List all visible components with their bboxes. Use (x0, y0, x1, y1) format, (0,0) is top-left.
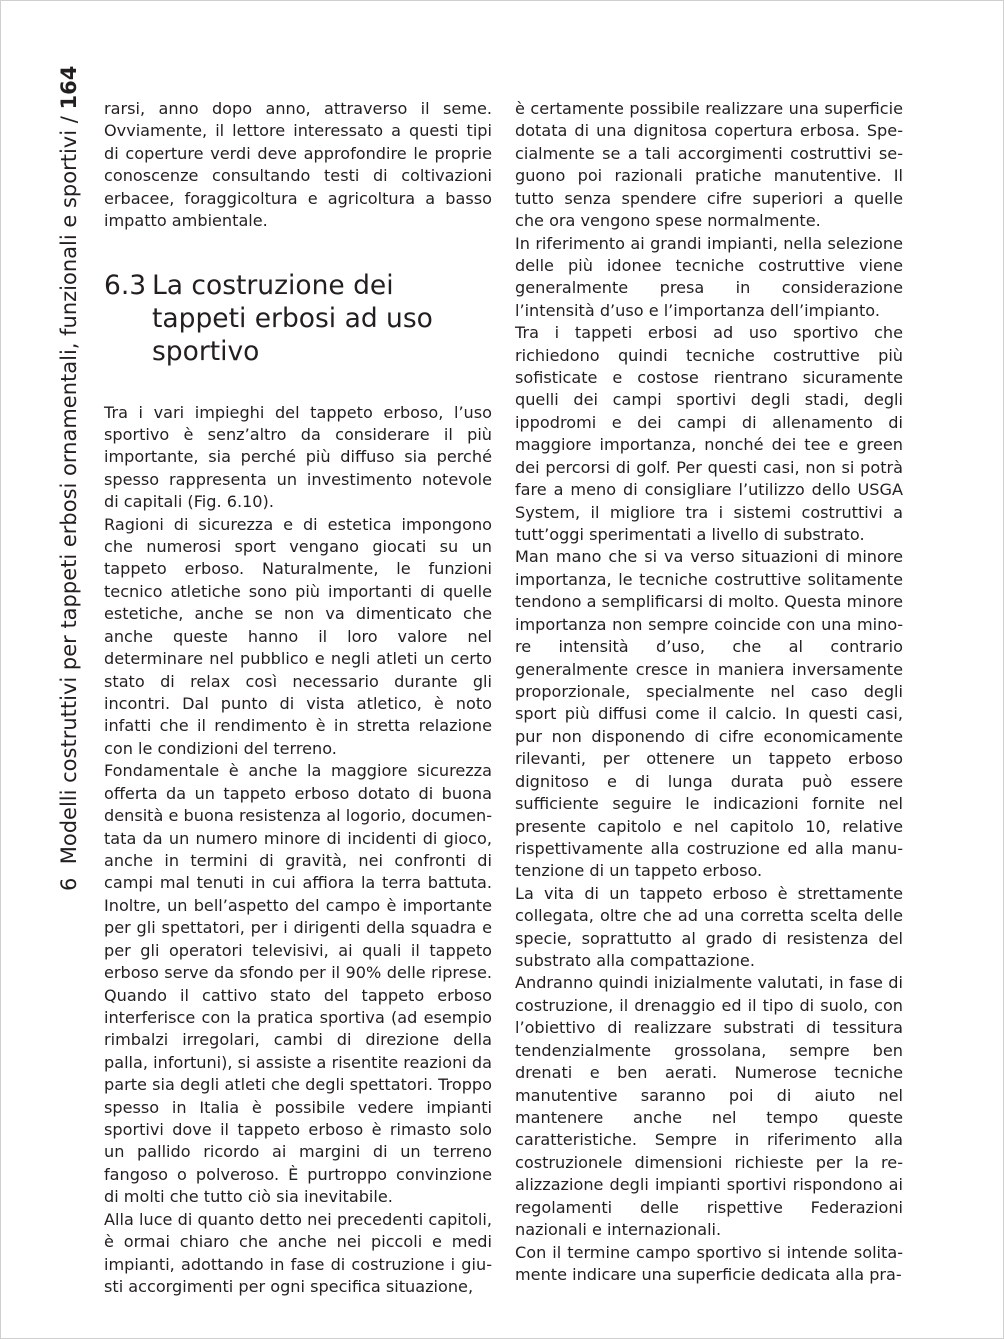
paragraph: Alla luce di quanto detto nei precedenti capitoli, è ormai chiaro che anche nei piccoli e medi impianti, adottando in fase di costruzione i giusti accorgimenti per ogni specifica situazione, (104, 1209, 492, 1296)
section-title: La costruzione dei tappeti erbosi ad uso sportivo (152, 269, 433, 367)
section-heading (104, 269, 492, 368)
paragraph: Con il termine campo sportivo si intende solitamente indicare una superficie dedicata alla pra- (515, 1242, 903, 1284)
paragraph: Tra i vari impieghi del tappeto erboso, l’uso sportivo è senz’altro da considerare il più importante, sia perché più diffuso sia perché spesso rappresenta un investimento notevole di capitali (Fig. 6.10). (104, 402, 492, 512)
paragraph: Ragioni di sicurezza e di estetica impongono che numerosi sport vengano giocati su un tappeto erboso. Naturalmente, le funzioni tecnico atletiche sono più importanti di quelle estetiche, anche se non va dimenticato che anche queste hanno il loro valore nel determinare nel pubblico e negli atleti un certo stato di relax così necessario durante gli incontri. Dal punto di vista atletico, è noto infatti che il rendimento è in stretta relazione con le condizioni del terreno. (104, 514, 492, 758)
paragraph: Andranno quindi inizialmente valutati, in fase di costruzione, il drenaggio ed il tipo di suolo, con l’obiettivo di realizzare substrati di tessitura tendenzialmente grossolana, sempre ben drenati e ben aerati. Numerose tecniche manutentive saranno poi di aiuto nel mantenere anche nel tempo queste caratteristiche. Sempre in riferimento alla costruzionele dimensioni richieste per la realizzazione degli impianti sportivi rispondono ai regolamenti delle rispettive Federazioni nazionali e internazionali. (515, 973, 903, 1240)
paragraph: La vita di un tappeto erboso è strettamente collegata, oltre che ad una corretta scelta delle specie, soprattutto al grado di resistenza del substrato alla compattazione. (515, 883, 903, 971)
paragraph: rarsi, anno dopo anno, attraverso il seme. Ovviamente, il lettore interessato a questi tipi di coperture verdi deve approfondire le proprie conoscenze consultando testi di coltivazioni erbacee, foraggicoltura e agricoltura a basso impatto ambientale. (104, 99, 492, 231)
chapter-title: Modelli costruttivi per tappeti erbosi ornamentali, funzionali e sportivi / (57, 116, 81, 865)
paragraph: Tra i tappeti erbosi ad uso sportivo che richiedono quindi tecniche costruttive più sofisticate e costose rientrano sicuramente quelli dei campi sportivi degli stadi, degli ippodromi e dei campi di allenamento di maggiore importanza, nonché dei tee e green dei percorsi di golf. Per questi casi, non si potrà fare a meno di consigliare l’utilizzo dello USGA System, il migliore tra i sistemi costruttivi a tutt’oggi sperimentati a livello di substrato. (515, 323, 903, 545)
right-column (515, 98, 903, 1286)
paragraph: Man mano che si va verso situazioni di minore importanza, le tecniche costruttive solitamente tendono a semplificarsi di molto. Questa minore importanza non sempre coincide con una minore intensità d’uso, che al contrario generalmente cresce in maniera inversamente proporzionale, specialmente nel caso degli sport più diffusi come il calcio. In questi casi, pur non disponendo di cifre economicamente rilevanti, per ottenere un tappeto erboso dignitoso e di lunga durata può essere sufficiente seguire le indicazioni fornite nel presente capitolo e nel capitolo 10, relative rispettivamente alla costruzione ed alla manutenzione di un tappeto erboso. (515, 547, 903, 881)
paragraph: Fondamentale è anche la maggiore sicurezza offerta da un tappeto erboso dotato di buona densità e buona resistenza al logorio, documentata da un numero minore di incidenti di gioco, anche in termini di gravità, nei confronti di campi mal tenuti in cui affiora la terra battuta. Inoltre, un bell’aspetto del campo è importante per gli spettatori, per i dirigenti della squadra e per gli operatori televisivi, ai quali il tappeto erboso serve da sfondo per il 90% delle riprese. Quando il cattivo stato del tappeto erboso interferisce con la pratica sportiva (ad esempio rimbalzi irregolari, cambi di direzione della palla, infortuni), si assiste a risentite reazioni da parte sia degli atleti che degli spettatori. Troppo spesso in Italia è possibile vedere impianti sportivi dove il tappeto erboso è rimasto solo un pallido ricordo ai margini di un terreno fangoso o polveroso. È purtroppo convinzione di molti che tutto ciò sia inevitabile. (104, 761, 492, 1207)
paragraph: è certamente possibile realizzare una superficie dotata di una dignitosa copertura erbosa. Specialmente se a tali accorgimenti costruttivi seguono poi razionali pratiche manutentive. Il tutto senza spendere cifre superiori a quelle che ora vengono spese normalmente. (515, 99, 903, 231)
section-number: 6.3 (104, 269, 147, 301)
running-head (59, 66, 80, 891)
chapter-number: 6 (57, 877, 81, 891)
left-column (104, 98, 492, 1298)
paragraph: In riferimento ai grandi impianti, nella selezione delle più idonee tecniche costruttive viene generalmente presa in considerazione l’intensità d’uso e l’importanza dell’impianto. (515, 233, 903, 320)
page-number: 164 (57, 65, 81, 110)
